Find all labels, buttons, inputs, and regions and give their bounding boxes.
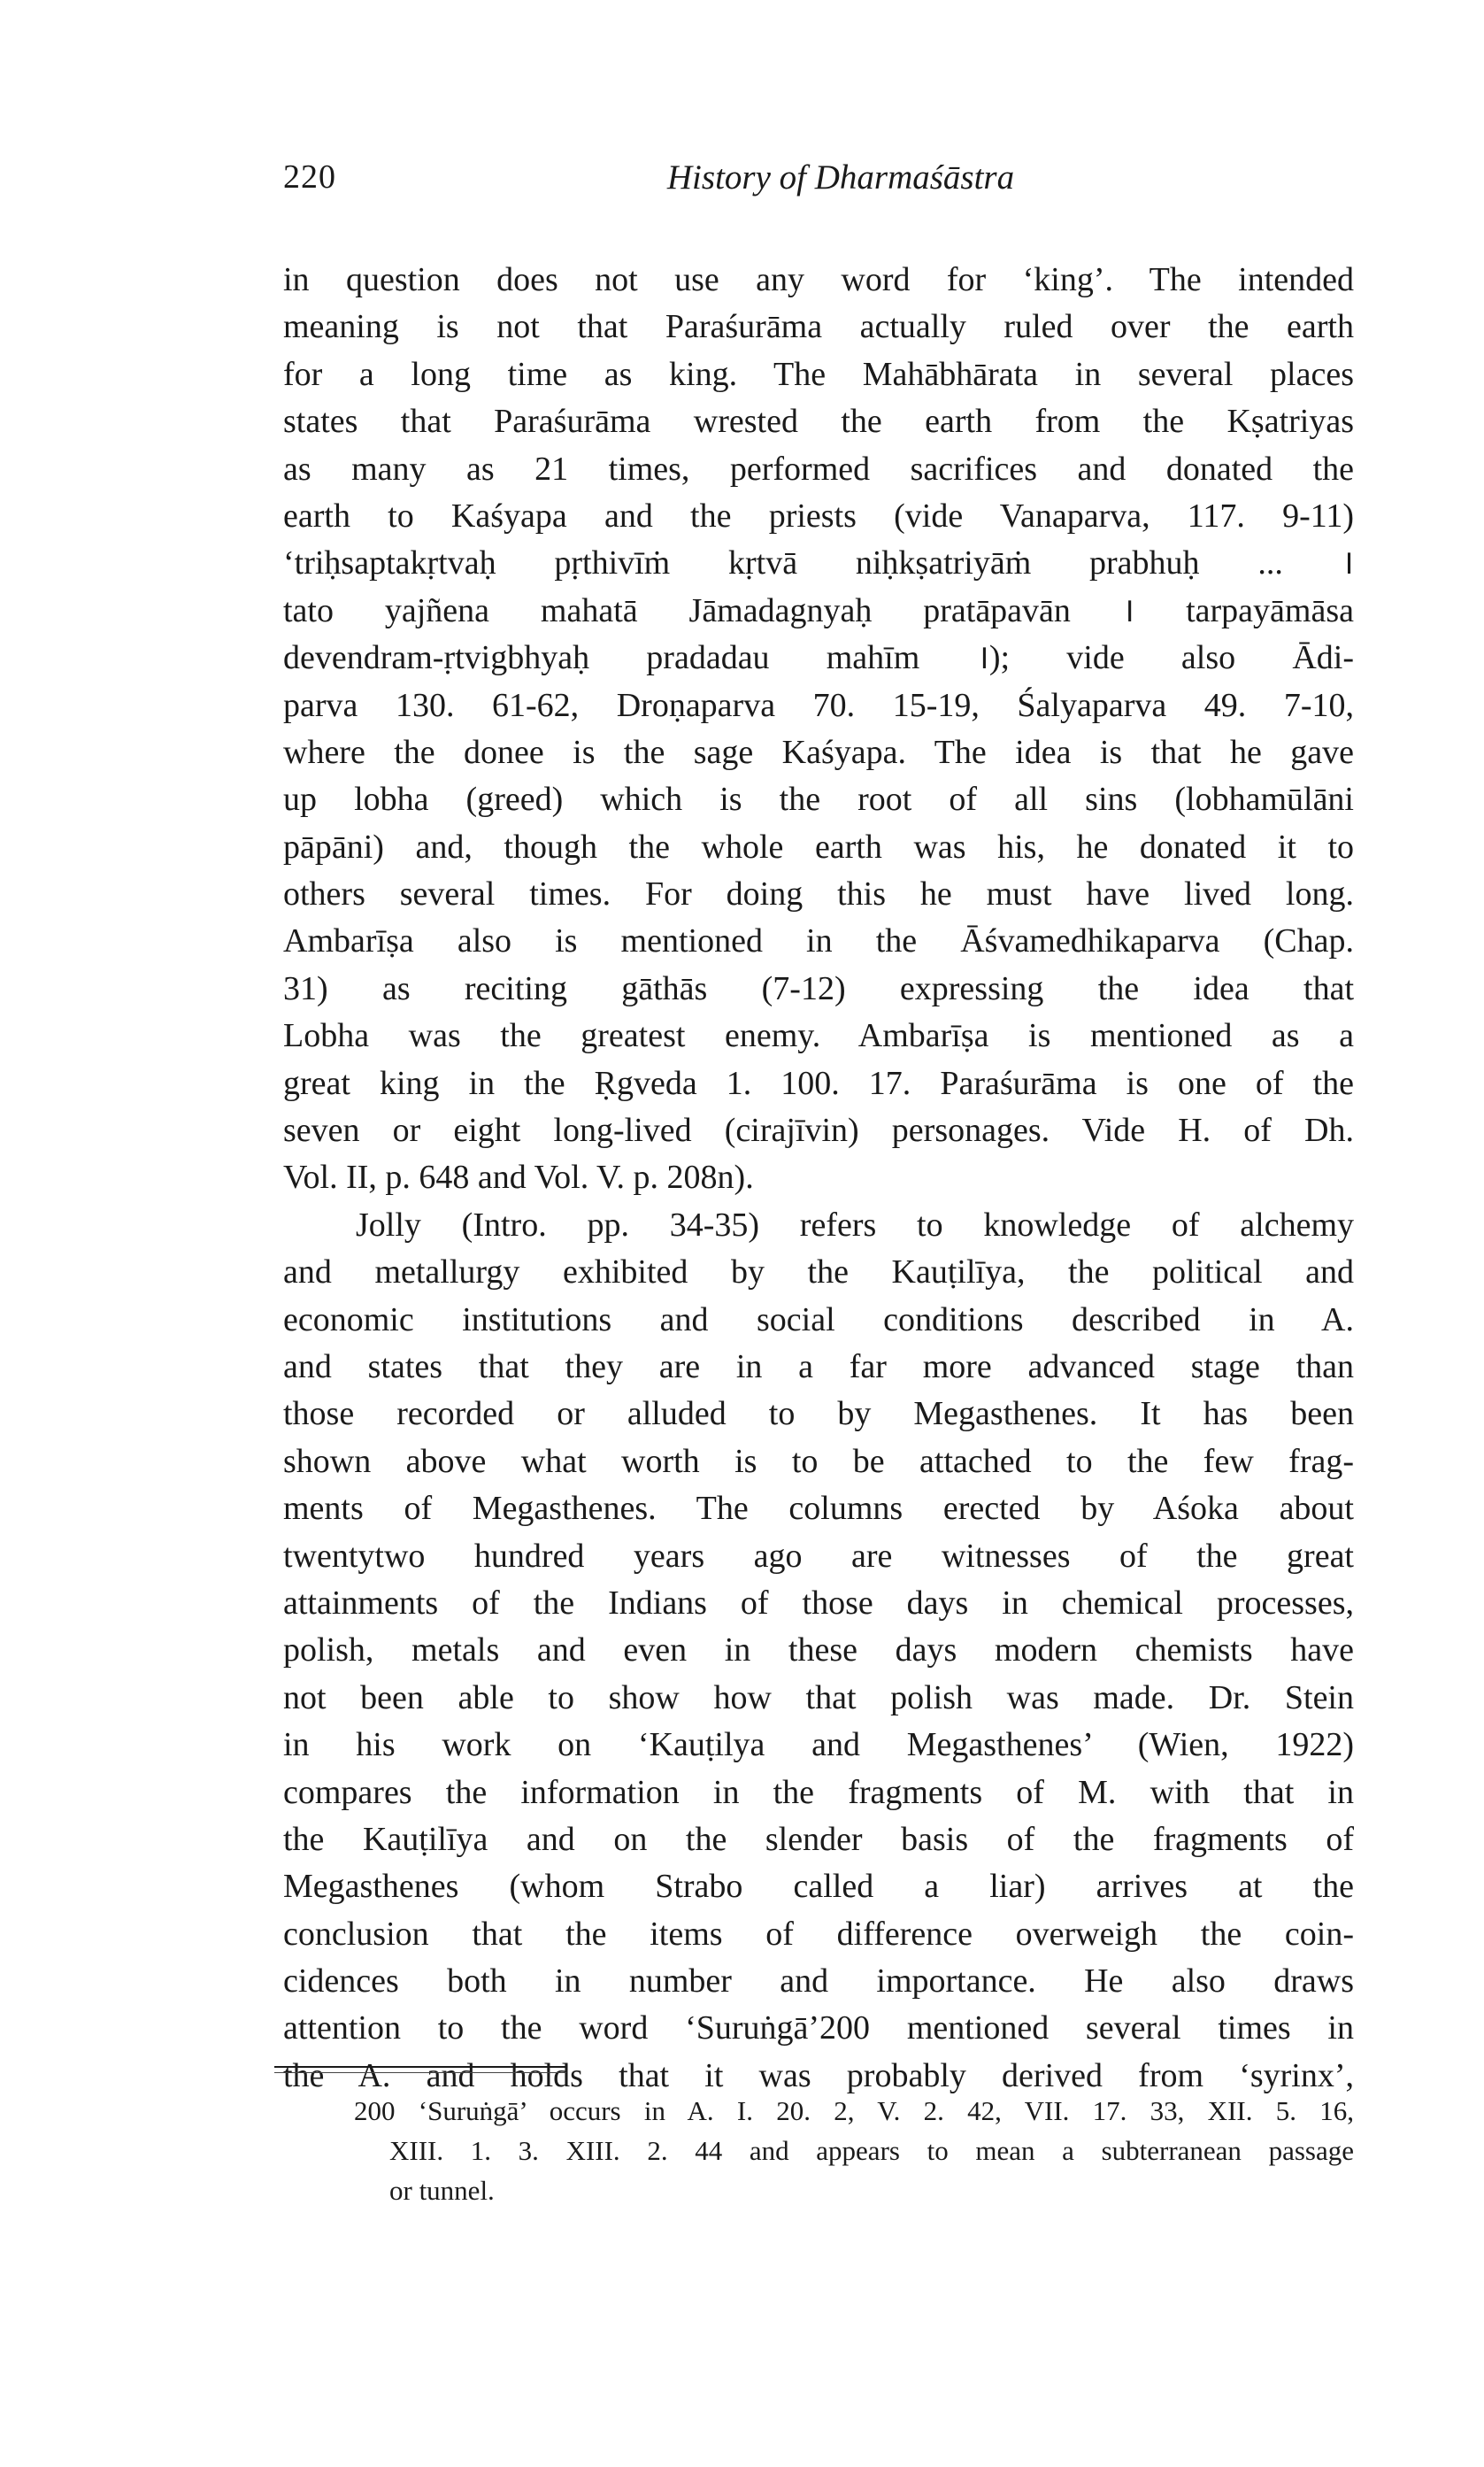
text-line: seven or eight long-lived (cirajīvin) personages. Vide H. of Dh.: [283, 1112, 1354, 1150]
text-line: as many as 21 times, performed sacrifices and donated the: [283, 450, 1354, 488]
text-line: attention to the word ‘Suruṅgā’200 mentioned several times in: [283, 2009, 1354, 2047]
running-head: [283, 158, 1354, 211]
text-line: ments of Megasthenes. The columns erected by Aśoka about: [283, 1490, 1354, 1528]
footnote-line: 200 ‘Suruṅgā’ occurs in A. I. 20. 2, V. 2. 42, VII. 17. 33, XII. 5. 16,: [354, 2095, 1354, 2126]
text-line: up lobha (greed) which is the root of all sins (lobhamūlāni: [283, 781, 1354, 819]
running-title: History of Dharmaśāstra: [666, 158, 1015, 197]
page-number: 220: [283, 158, 336, 196]
text-line: the Kauṭilīya and on the slender basis of the fragments of: [283, 1820, 1354, 1858]
text-line: Ambarīṣa also is mentioned in the Āśvamedhikaparva (Chap.: [283, 922, 1354, 960]
text-line: cidences both in number and importance. He also draws: [283, 1962, 1354, 2001]
text-line: 31) as reciting gāthās (7-12) expressing the idea that: [283, 969, 1354, 1007]
text-line: economic institutions and social conditions described in A.: [283, 1300, 1354, 1338]
footnotes: [283, 2091, 1354, 2210]
text-line: parva 130. 61-62, Droṇaparva 70. 15-19, Śalyaparva 49. 7-10,: [283, 686, 1354, 724]
footnote-rule-underline: [274, 2072, 566, 2073]
text-line: tato yajñena mahatā Jāmadagnyaḥ pratāpavān । tarpayāmāsa: [283, 591, 1354, 629]
text-line: those recorded or alluded to by Megasthenes. It has been: [283, 1395, 1354, 1433]
text-line: devendram-ṛtvigbhyaḥ pradadau mahīm ।); vide also Ādi-: [283, 639, 1354, 677]
text-line: compares the information in the fragments of M. with that in: [283, 1773, 1354, 1811]
text-line: attainments of the Indians of those days in chemical processes,: [283, 1584, 1354, 1622]
text-line: Vol. II, p. 648 and Vol. V. p. 208n).: [283, 1159, 754, 1197]
text-line: and metallurgy exhibited by the Kauṭilīya, the political and: [283, 1253, 1354, 1291]
text-line: polish, metals and even in these days modern chemists have: [283, 1631, 1354, 1669]
text-line: Lobha was the greatest enemy. Ambarīṣa is mentioned as a: [283, 1017, 1354, 1055]
text-line: Megasthenes (whom Strabo called a liar) arrives at the: [283, 1868, 1354, 1906]
text-line: Jolly (Intro. pp. 34-35) refers to knowledge of alchemy: [356, 1206, 1354, 1244]
text-line: in question does not use any word for ‘king’. The intended: [283, 261, 1354, 298]
text-line: and states that they are in a far more advanced stage than: [283, 1347, 1354, 1385]
text-line: conclusion that the items of difference overweigh the coin-: [283, 1915, 1354, 1953]
text-line: meaning is not that Paraśurāma actually ruled over the earth: [283, 308, 1354, 346]
text-line: the A. and holds that it was probably derived from ‘syrinx’,: [283, 2056, 1354, 2094]
body-text: [283, 257, 1354, 2100]
text-line: in his work on ‘Kauṭilya and Megasthenes’ (Wien, 1922): [283, 1726, 1354, 1764]
text-line: not been able to show how that polish was made. Dr. Stein: [283, 1678, 1354, 1716]
text-line: for a long time as king. The Mahābhārata in several places: [283, 355, 1354, 393]
text-line: earth to Kaśyapa and the priests (vide Vanaparva, 117. 9-11): [283, 497, 1354, 535]
text-line: where the donee is the sage Kaśyapa. The idea is that he gave: [283, 733, 1354, 771]
text-line: others several times. For doing this he must have lived long.: [283, 875, 1354, 914]
text-line: twentytwo hundred years ago are witnesses of the great: [283, 1537, 1354, 1575]
text-line: pāpāni) and, though the whole earth was his, he donated it to: [283, 828, 1354, 866]
text-line: ‘triḥsaptakṛtvaḥ pṛthivīṁ kṛtvā niḥkṣatriyāṁ prabhuḥ ... ।: [283, 544, 1354, 582]
text-line: shown above what worth is to be attached to the few frag-: [283, 1442, 1354, 1480]
text-line: great king in the Ṛgveda 1. 100. 17. Paraśurāma is one of the: [283, 1064, 1354, 1102]
footnote-line: XIII. 1. 3. XIII. 2. 44 and appears to mean a subterranean passage: [389, 2135, 1354, 2166]
text-line: states that Paraśurāma wrested the earth from the Kṣatriyas: [283, 403, 1354, 441]
footnote-line: or tunnel.: [389, 2175, 495, 2206]
footnote-rule: [274, 2066, 566, 2068]
